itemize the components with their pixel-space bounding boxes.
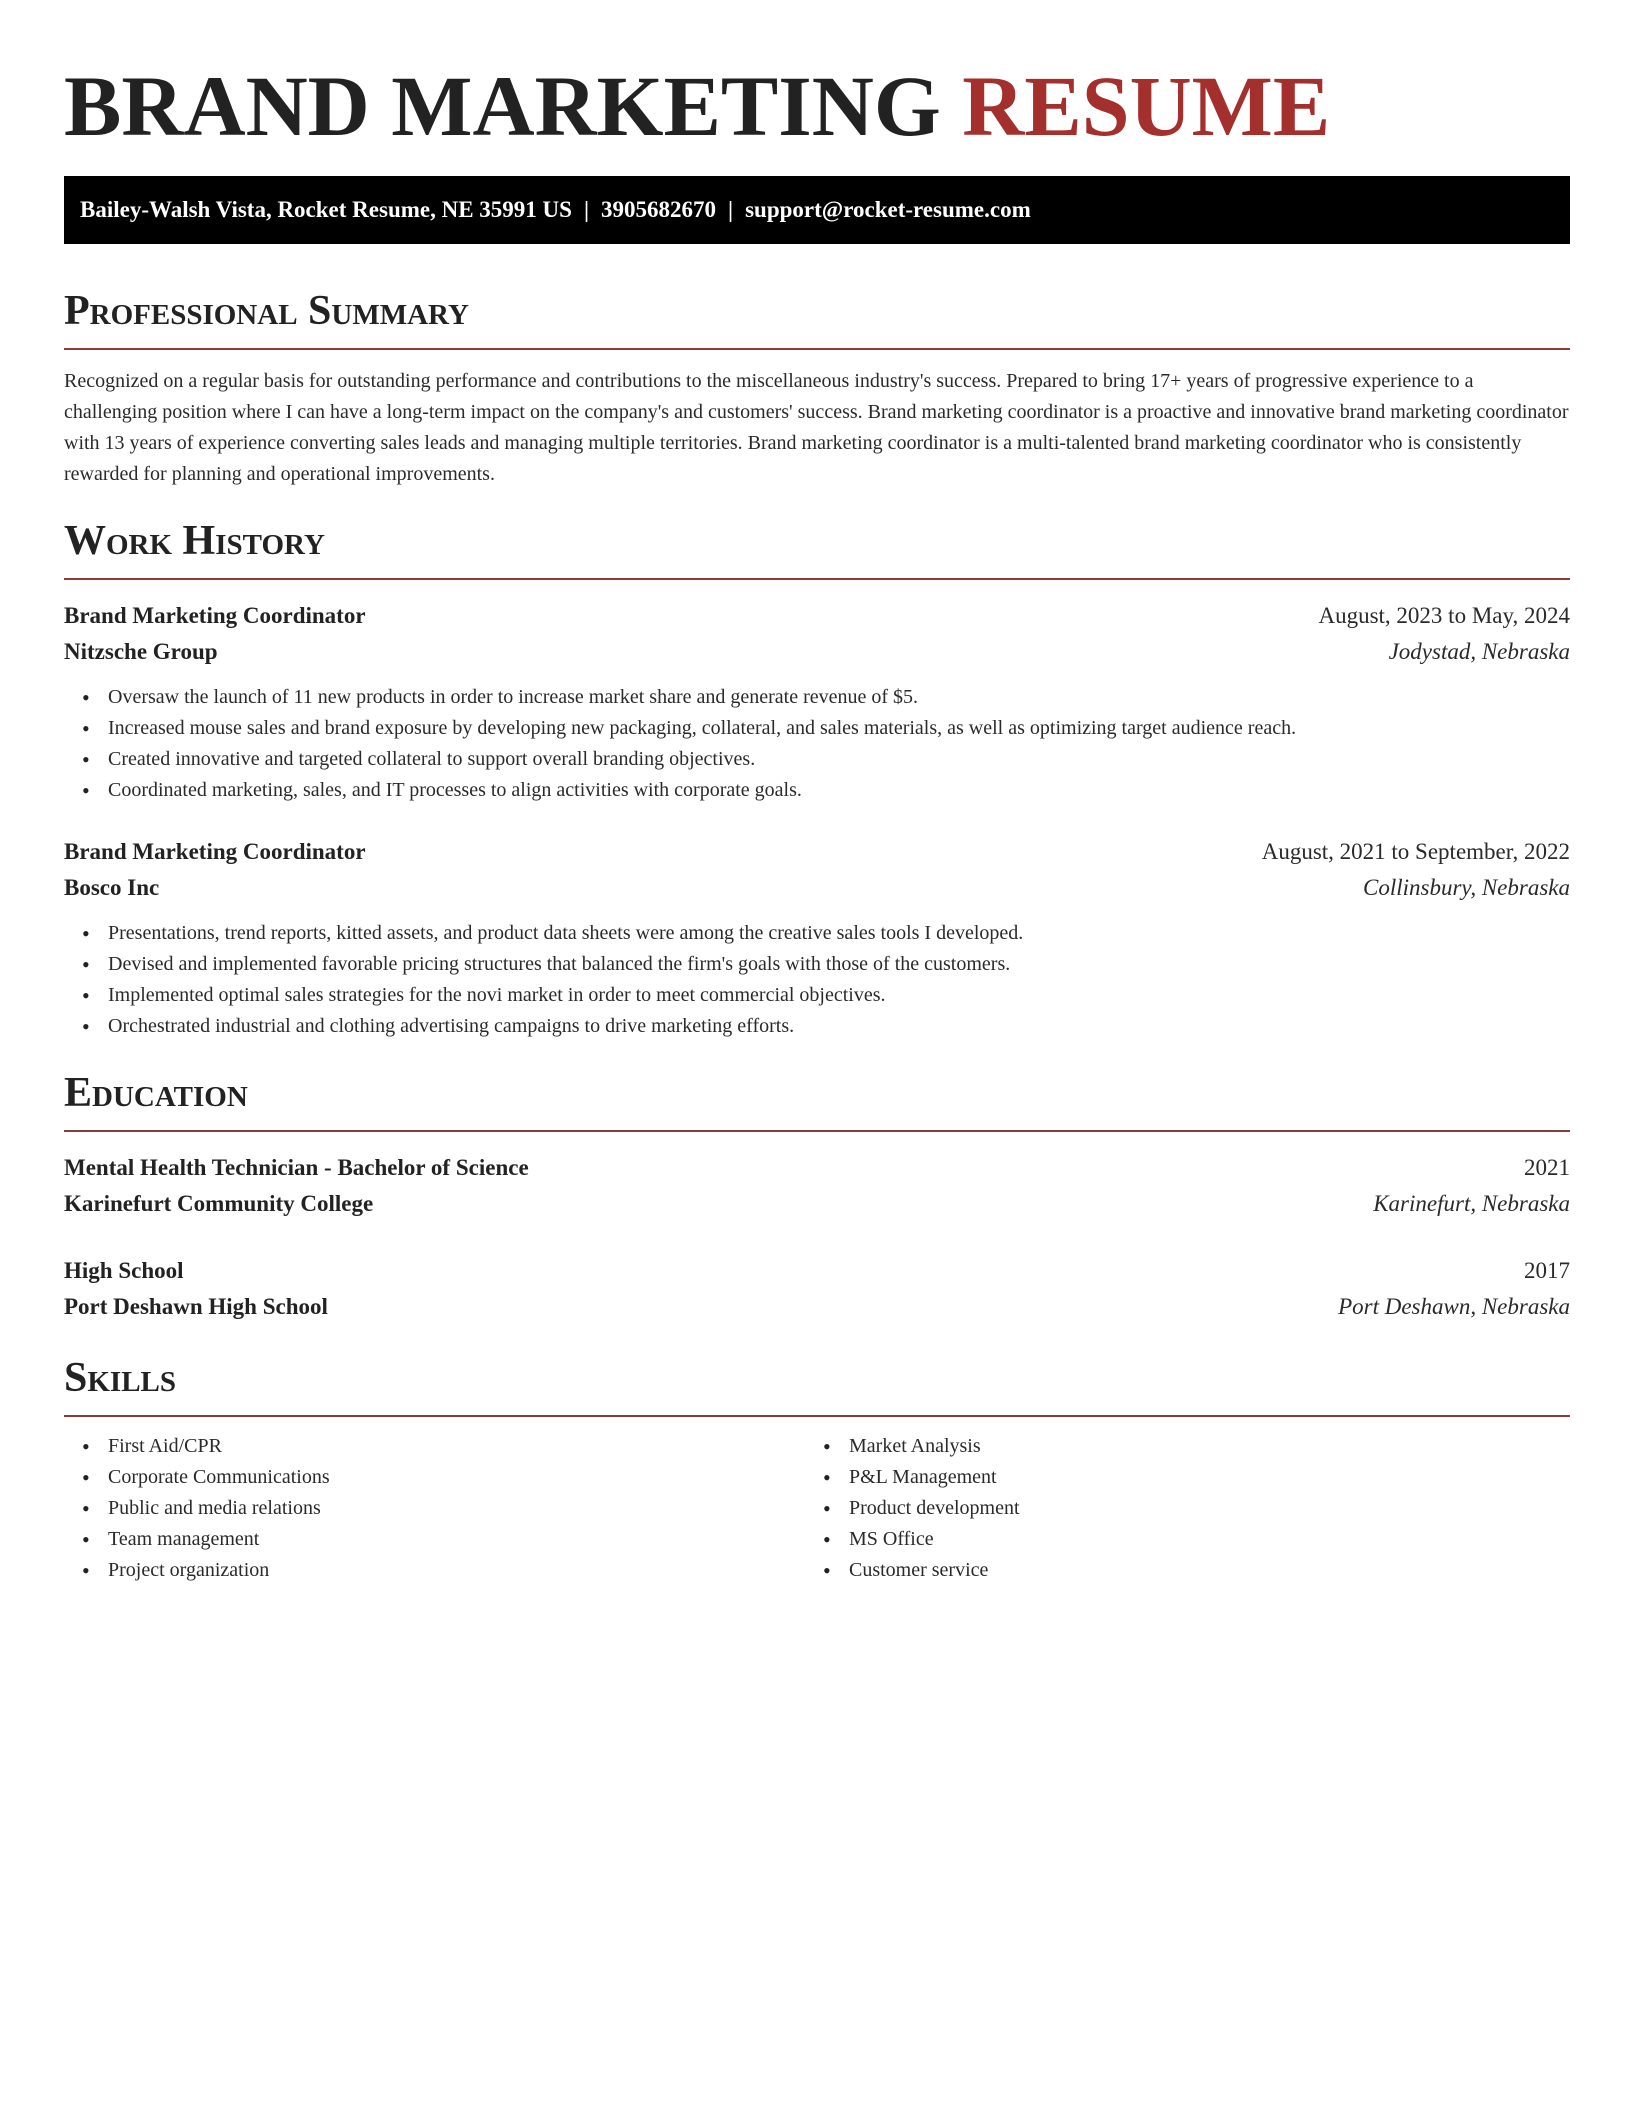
resume-title [64, 0, 1570, 156]
skill-item: • MS Office [849, 1524, 1546, 1555]
job-location: Jodystad, Nebraska [1388, 639, 1570, 664]
skills-heading: Skills [64, 1355, 177, 1401]
skill-item: • Project organization [108, 1555, 805, 1586]
section-divider [64, 348, 1570, 350]
skill-item: • Customer service [849, 1555, 1546, 1586]
education-degree: Mental Health Technician - Bachelor of Science [64, 1155, 529, 1180]
education-school: Port Deshawn High School [64, 1294, 328, 1319]
job-entry [64, 598, 1570, 806]
title-main: BRAND MARKETING [64, 58, 941, 154]
skill-item: • Public and media relations [108, 1493, 805, 1524]
education-degree-row [64, 1253, 1570, 1289]
job-bullet: • Created innovative and targeted collateral to support overall branding objectives. [108, 744, 1570, 775]
education-degree-row [64, 1150, 1570, 1186]
work-history-section [64, 516, 1570, 1042]
skills-list-left [64, 1431, 805, 1586]
job-title-row [64, 598, 1570, 634]
skills-list-right [805, 1431, 1546, 1586]
job-dates: August, 2023 to May, 2024 [1318, 603, 1570, 628]
job-dates: August, 2021 to September, 2022 [1261, 839, 1570, 864]
education-school-row [64, 1289, 1570, 1325]
work-history-heading: Work History [64, 518, 325, 564]
education-location: Port Deshawn, Nebraska [1338, 1294, 1570, 1319]
education-entry [64, 1253, 1570, 1325]
contact-email: support@rocket-resume.com [745, 197, 1031, 222]
summary-heading: Professional Summary [64, 288, 469, 334]
education-school: Karinefurt Community College [64, 1191, 374, 1216]
education-year: 2021 [1524, 1155, 1570, 1180]
summary-text: Recognized on a regular basis for outstanding performance and contributions to the miscellaneous industry's success. Prepared to bring 17+ years of progressive experience to a challenging position where I can have a long-term impact on the company's and customers' success. Brand marketing coordinator is a proactive and innovative brand marketing coordinator with 13 years of experience converting sales leads and managing multiple territories. Brand marketing coordinator is a multi-talented brand marketing coordinator who is consistently rewarded for planning and operational improvements. [64, 370, 1569, 485]
summary-section [64, 286, 1570, 490]
education-degree: High School [64, 1258, 184, 1283]
skill-item: • Corporate Communications [108, 1462, 805, 1493]
job-entry [64, 834, 1570, 1042]
education-entry [64, 1150, 1570, 1222]
skill-item: • First Aid/CPR [108, 1431, 805, 1462]
education-school-row [64, 1186, 1570, 1222]
job-company: Bosco Inc [64, 875, 160, 900]
education-year: 2017 [1524, 1258, 1570, 1283]
job-company-row [64, 634, 1570, 670]
job-title: Brand Marketing Coordinator [64, 603, 366, 628]
job-bullet: • Orchestrated industrial and clothing advertising campaigns to drive marketing efforts. [108, 1011, 1570, 1042]
job-location: Collinsbury, Nebraska [1362, 875, 1570, 900]
section-divider [64, 1415, 1570, 1417]
contact-phone: 3905682670 [601, 197, 717, 222]
contact-bar [64, 176, 1570, 244]
job-bullets [64, 918, 1570, 1042]
skill-item: • Market Analysis [849, 1431, 1546, 1462]
job-bullet: • Devised and implemented favorable pricing structures that balanced the firm's goals with those of the customers. [108, 949, 1570, 980]
job-title-row [64, 834, 1570, 870]
skill-item: • Team management [108, 1524, 805, 1555]
job-bullet: • Implemented optimal sales strategies for the novi market in order to meet commercial objectives. [108, 980, 1570, 1011]
section-divider [64, 578, 1570, 580]
resume-page [64, 0, 1570, 1586]
job-bullet: • Oversaw the launch of 11 new products in order to increase market share and generate revenue of $5. [108, 682, 1570, 713]
skills-columns [64, 1431, 1570, 1586]
skills-section [64, 1353, 1570, 1586]
job-title: Brand Marketing Coordinator [64, 839, 366, 864]
education-heading: Education [64, 1070, 248, 1116]
contact-separator: | [728, 197, 734, 222]
job-company: Nitzsche Group [64, 639, 218, 664]
job-bullets [64, 682, 1570, 806]
skill-item: • P&L Management [849, 1462, 1546, 1493]
skill-item: • Product development [849, 1493, 1546, 1524]
job-bullet: • Coordinated marketing, sales, and IT processes to align activities with corporate goals. [108, 775, 1570, 806]
education-section [64, 1068, 1570, 1325]
job-bullet: • Presentations, trend reports, kitted assets, and product data sheets were among the creative sales tools I developed. [108, 918, 1570, 949]
education-location: Karinefurt, Nebraska [1373, 1191, 1570, 1216]
job-company-row [64, 870, 1570, 906]
job-bullet: • Increased mouse sales and brand exposure by developing new packaging, collateral, and sales materials, as well as optimizing target audience reach. [108, 713, 1570, 744]
contact-address: Bailey-Walsh Vista, Rocket Resume, NE 35991 US [80, 197, 572, 222]
contact-separator: | [583, 197, 590, 222]
title-accent: RESUME [962, 58, 1331, 154]
section-divider [64, 1130, 1570, 1132]
